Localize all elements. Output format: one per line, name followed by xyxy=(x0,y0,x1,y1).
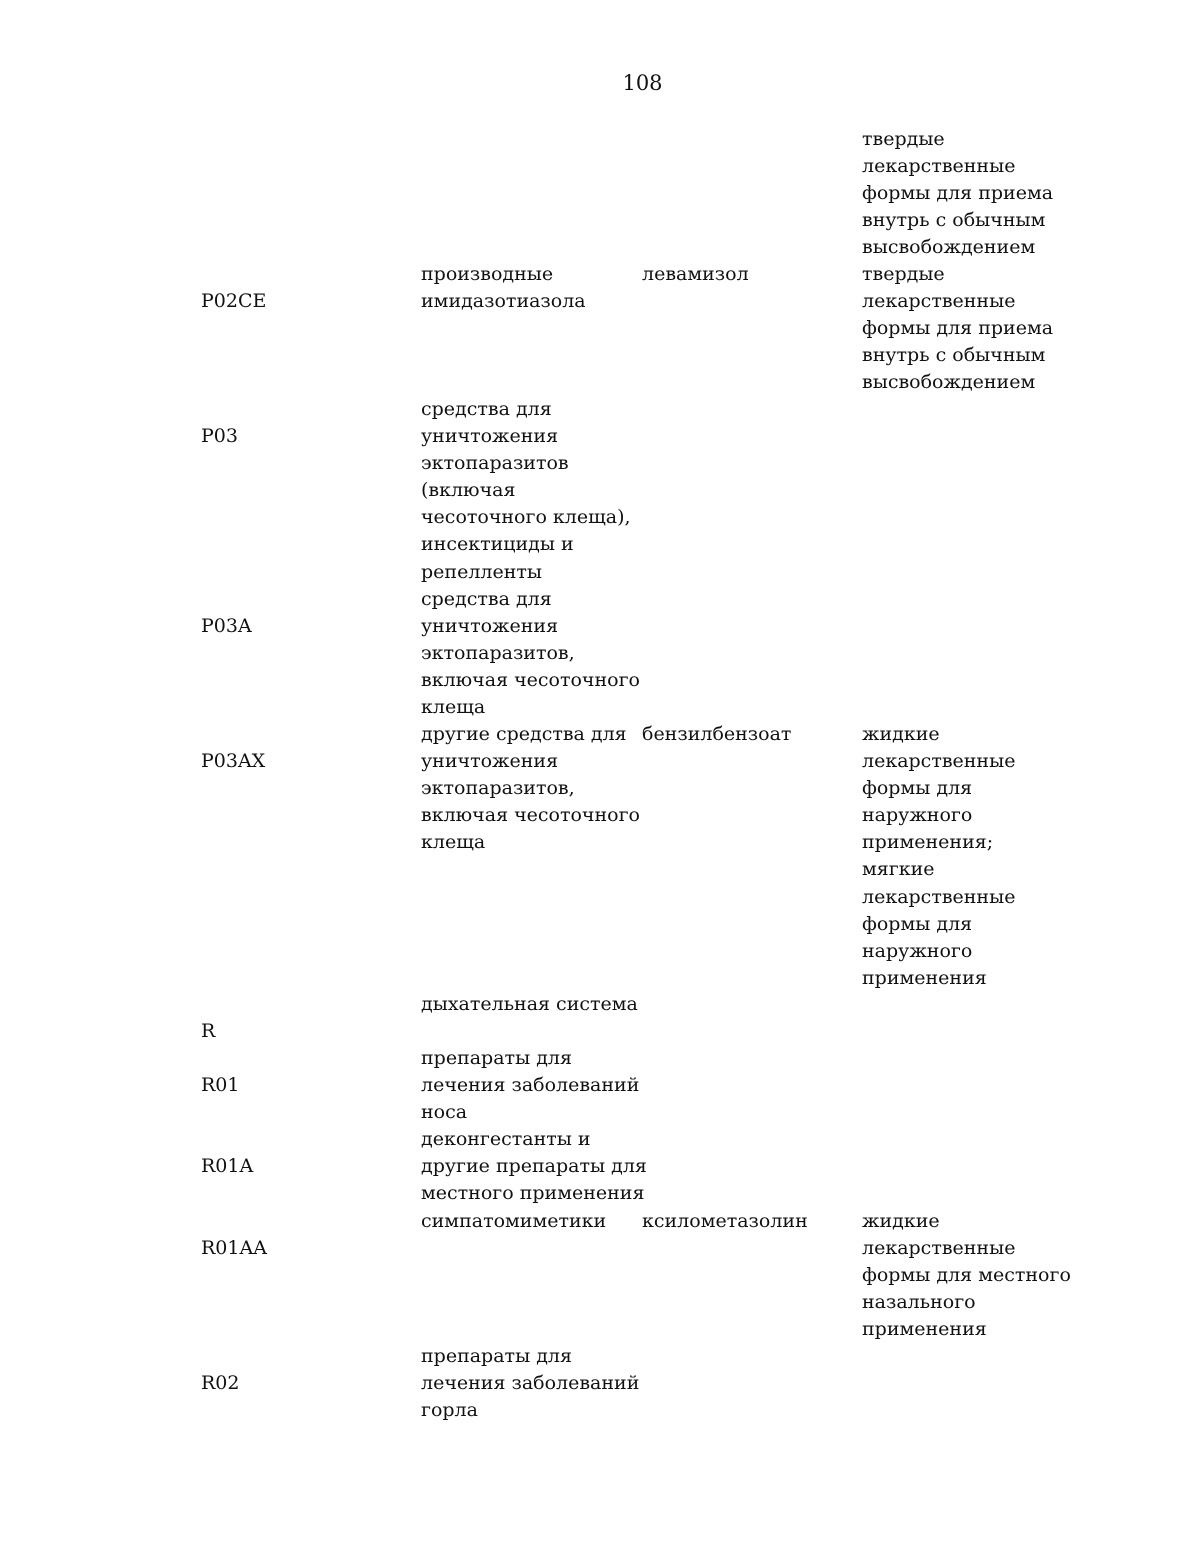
atc-code: R01A xyxy=(201,1155,254,1177)
anatomical-group: препараты для лечения заболеваний горла xyxy=(421,1345,640,1422)
atc-code: P02CE xyxy=(201,290,267,312)
anatomical-group: деконгестанты и другие препараты для местного применения xyxy=(421,1128,647,1205)
atc-code: P03A xyxy=(201,615,252,637)
dosage-form: жидкие лекарственные формы для наружного применения; мягкие лекарственные формы для наружного применения xyxy=(862,723,1016,989)
atc-code: R02 xyxy=(201,1372,240,1394)
anatomical-group: дыхательная система xyxy=(421,993,638,1015)
dosage-form: твердые лекарственные формы для приема внутрь с обычным высвобождением xyxy=(862,263,1054,394)
drug-name: бензилбензоат xyxy=(642,723,792,745)
atc-code: P03 xyxy=(201,425,238,447)
anatomical-group: препараты для лечения заболеваний носа xyxy=(421,1047,640,1124)
anatomical-group: производные имидазотиазола xyxy=(421,263,586,313)
page-number: 108 xyxy=(622,71,663,95)
anatomical-group: средства для уничтожения эктопаразитов, включая чесоточного клеща xyxy=(421,588,640,719)
anatomical-group: симпатомиметики xyxy=(421,1210,607,1232)
drug-name: левамизол xyxy=(642,263,749,285)
carry-over-dosage-form: твердые лекарственные формы для приема внутрь с обычным высвобождением xyxy=(862,128,1054,259)
atc-code: P03AX xyxy=(201,750,266,772)
anatomical-group: средства для уничтожения эктопаразитов (включая чесоточного клеща), инсектициды и репелленты xyxy=(421,398,631,583)
drug-name: ксилометазолин xyxy=(642,1210,808,1232)
anatomical-group: другие средства для уничтожения эктопаразитов, включая чесоточного клеща xyxy=(421,723,640,854)
atc-code: R xyxy=(201,1020,216,1042)
atc-code: R01 xyxy=(201,1074,240,1096)
dosage-form: жидкие лекарственные формы для местного назального применения xyxy=(862,1210,1071,1341)
atc-code: R01AA xyxy=(201,1237,267,1259)
